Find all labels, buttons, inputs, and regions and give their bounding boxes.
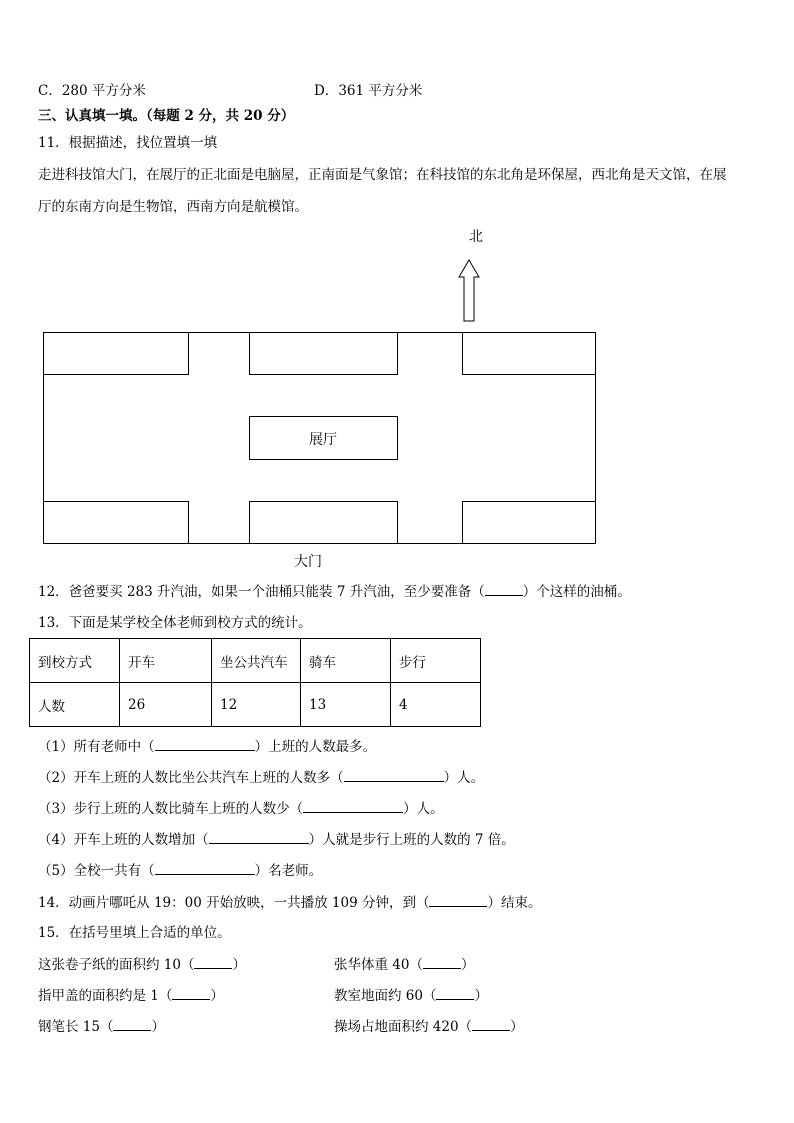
table-cell: 12	[212, 683, 301, 727]
q13-sub5-blank[interactable]	[155, 861, 255, 875]
q15-item-a1	[38, 955, 246, 974]
q15-item-b2	[334, 986, 488, 1005]
q13-sub3-prefix: （3）步行上班的人数比骑车上班的人数少（	[38, 801, 304, 817]
q15-b2-close: ）	[474, 988, 488, 1004]
table-cell: 坐公共汽车	[212, 639, 301, 683]
north-label: 北	[469, 229, 483, 245]
q13-sub2-blank[interactable]	[344, 768, 444, 782]
table-header-row	[30, 639, 481, 683]
q15-a1-blank[interactable]	[194, 955, 232, 969]
q14	[38, 893, 541, 912]
table-row	[30, 683, 481, 727]
q13-sub2-prefix: （2）开车上班的人数比坐公共汽车上班的人数多（	[38, 770, 344, 786]
q12-answer-blank[interactable]	[485, 582, 523, 596]
room-north	[249, 332, 398, 375]
table-cell: 4	[391, 683, 481, 727]
table-cell: 26	[120, 683, 212, 727]
q13-sub1-prefix: （1）所有老师中（	[38, 739, 155, 755]
q15-b1-prefix: 张华体重 40（	[334, 957, 423, 973]
q13-sub2	[38, 768, 484, 787]
q11-desc-line1: 走进科技馆大门，在展厅的正北面是电脑屋，正南面是气象馆；在科技馆的东北角是环保屋，西北角是天文馆，在展	[38, 167, 727, 183]
room-northwest	[43, 332, 189, 375]
q13-sub1-suffix: ）上班的人数最多。	[254, 739, 377, 755]
q15-b3-blank[interactable]	[472, 1017, 510, 1031]
q13-sub4-suffix: ）人就是步行上班的人数的 7 倍。	[308, 832, 515, 848]
table-cell: 到校方式	[30, 639, 120, 683]
q13-sub1	[38, 737, 376, 756]
q15-a2-prefix: 指甲盖的面积约是 1（	[38, 988, 173, 1004]
q15-item-a3	[38, 1017, 165, 1036]
q13-sub5-suffix: ）名老师。	[254, 863, 323, 879]
q13-sub3-suffix: ）人。	[403, 801, 444, 817]
q15-stem: 15．在括号里填上合适的单位。	[38, 925, 231, 941]
north-arrow-icon	[456, 258, 482, 324]
q15-a2-blank[interactable]	[172, 986, 210, 1000]
q15-a3-close: ）	[151, 1019, 165, 1035]
q13-sub3	[38, 799, 444, 818]
room-southwest	[43, 501, 189, 544]
q13-stem: 13．下面是某学校全体老师到校方式的统计。	[38, 615, 312, 631]
table-cell: 步行	[391, 639, 481, 683]
q15-item-a2	[38, 986, 224, 1005]
q14-suffix: ）结束。	[487, 895, 542, 911]
q15-a1-close: ）	[232, 957, 246, 973]
q11-desc-line2: 厅的东南方向是生物馆，西南方向是航模馆。	[38, 199, 308, 215]
table-cell: 13	[301, 683, 391, 727]
commute-table	[29, 638, 481, 727]
q15-a3-prefix: 钢笔长 15（	[38, 1019, 114, 1035]
q13-sub2-suffix: ）人。	[443, 770, 485, 786]
gate-label: 大门	[294, 554, 322, 570]
q12-prefix: 12．爸爸要买 283 升汽油，如果一个油桶只能装 7 升汽油，至少要准备（	[38, 584, 485, 600]
q15-a1-prefix: 这张卷子纸的面积约 10（	[38, 957, 195, 973]
q13-sub3-blank[interactable]	[303, 799, 403, 813]
q15-b1-blank[interactable]	[423, 955, 461, 969]
q13-sub5-prefix: （5）全校一共有（	[38, 863, 155, 879]
q15-b1-close: ）	[460, 957, 475, 973]
q13-sub4	[38, 830, 515, 849]
q13-sub4-prefix: （4）开车上班的人数增加（	[38, 832, 209, 848]
hall-label: 展厅	[309, 432, 337, 448]
q13-sub1-blank[interactable]	[155, 737, 255, 751]
q12	[38, 582, 631, 601]
q15-b2-prefix: 教室地面约 60（	[334, 988, 437, 1004]
table-cell: 骑车	[301, 639, 391, 683]
q14-prefix: 14．动画片哪吒从 19：00 开始放映，一共播放 109 分钟，到（	[38, 895, 430, 911]
option-d: D．361 平方分米	[314, 83, 423, 99]
option-c: C．280 平方分米	[38, 83, 146, 99]
table-cell: 开车	[120, 639, 212, 683]
q15-b3-close: ）	[510, 1019, 524, 1035]
q15-item-b3	[334, 1017, 524, 1036]
q13-sub5	[38, 861, 322, 880]
q13-sub4-blank[interactable]	[209, 830, 309, 844]
q11-stem: 11．根据描述，找位置填一填	[38, 135, 218, 151]
q12-suffix: ）个这样的油桶。	[522, 584, 631, 600]
room-northeast	[462, 332, 596, 375]
q14-answer-blank[interactable]	[429, 893, 487, 907]
q15-a3-blank[interactable]	[113, 1017, 151, 1031]
table-cell: 人数	[30, 683, 120, 727]
q15-b3-prefix: 操场占地面积约 420（	[334, 1019, 473, 1035]
q15-b2-blank[interactable]	[436, 986, 474, 1000]
q15-a2-close: ）	[210, 988, 224, 1004]
room-south	[249, 501, 398, 544]
section-title: 三、认真填一填。（每题 2 分，共 20 分）	[38, 108, 295, 124]
room-southeast	[462, 501, 596, 544]
q15-item-b1	[334, 955, 474, 974]
